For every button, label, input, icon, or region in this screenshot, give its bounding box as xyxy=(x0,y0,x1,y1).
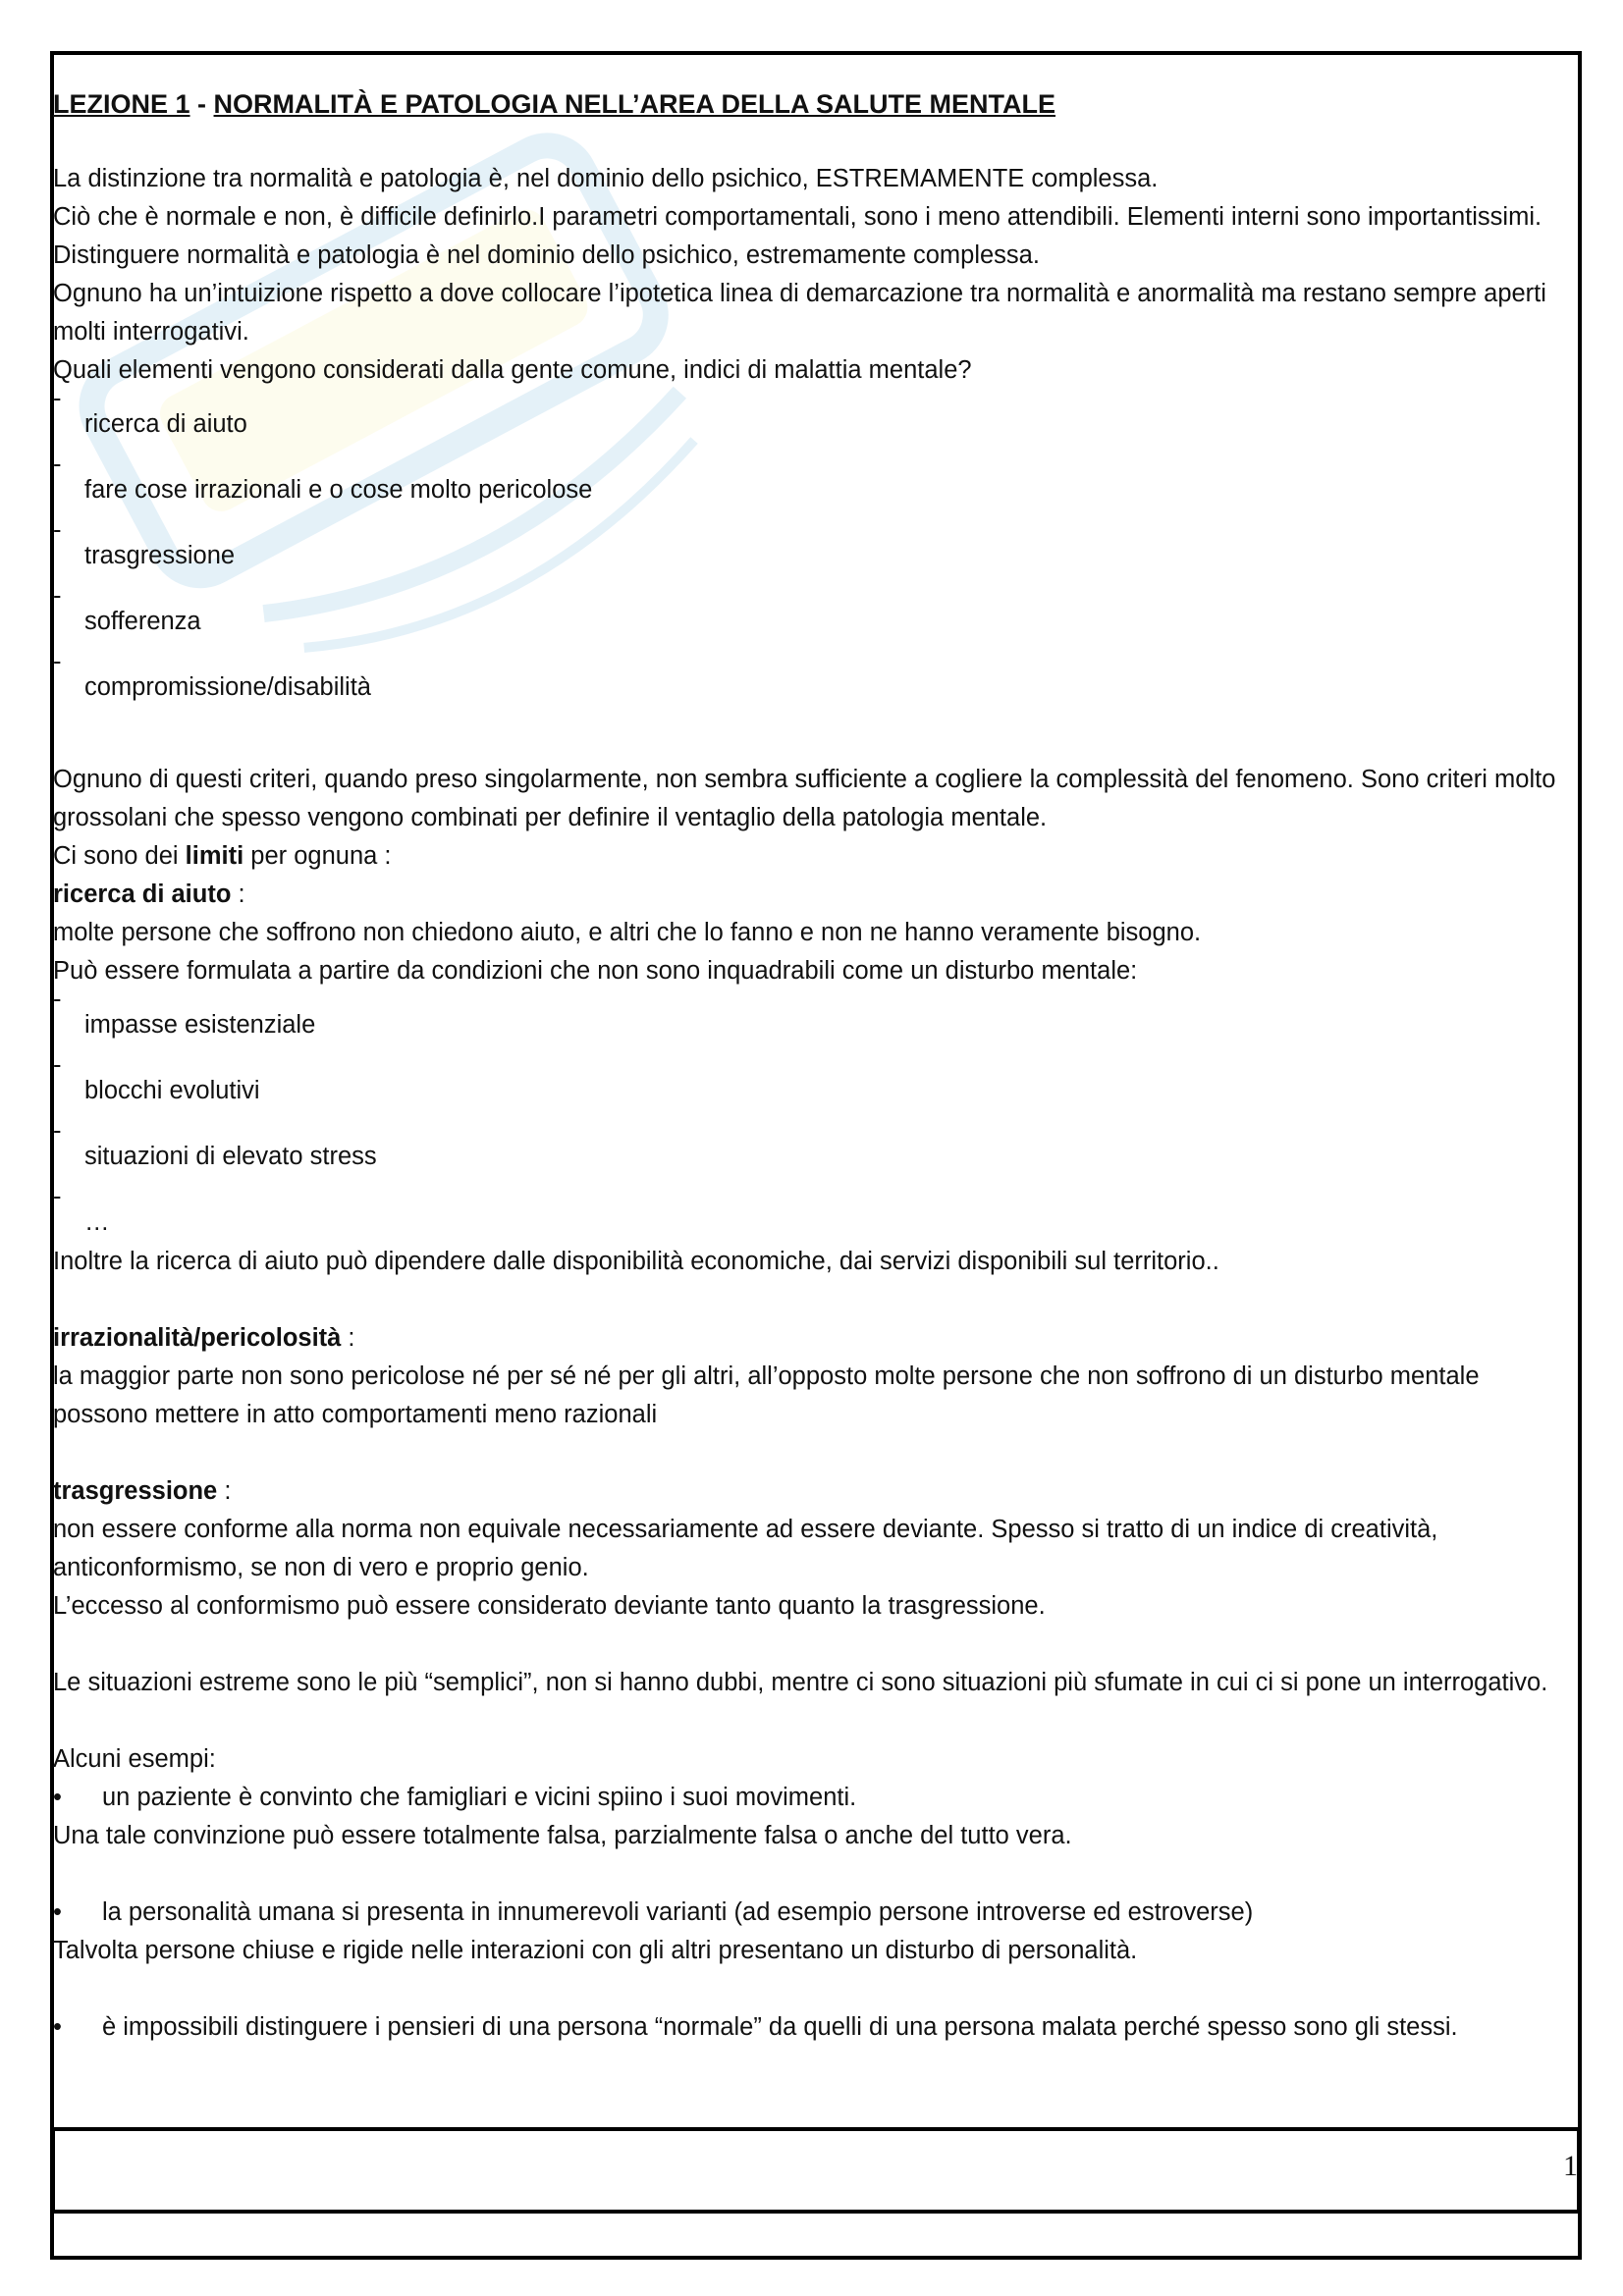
list-item: - compromissione/disabilità xyxy=(53,648,371,701)
list-item: - trasgressione xyxy=(53,516,236,569)
intro-paragraph: Distinguere normalità e patologia è nel dominio dello psichico, estremamente complessa. xyxy=(53,241,1040,269)
list-item: - sofferenza xyxy=(53,582,201,635)
list-item: - impasse esistenziale xyxy=(53,986,316,1039)
limits-line: Ci sono dei limiti per ognuna : xyxy=(53,842,392,870)
irrational-paragraph: la maggior parte non sono pericolose né per sé né per gli altri, all’opposto molte persone che non soffrono di un disturbo mentale possono mettere in atto comportamenti meno razionali xyxy=(53,1362,1480,1428)
help-paragraph: molte persone che soffrono non chiedono aiuto, e altri che lo fanno e non ne hanno veramente bisogno. xyxy=(53,919,1202,946)
list-item: - fare cose irrazionali e o cose molto pericolose xyxy=(53,451,593,504)
list-item: - … xyxy=(53,1183,110,1236)
help-paragraph: Inoltre la ricerca di aiuto può dipendere dalle disponibilità economiche, dai servizi disponibili sul territorio.. xyxy=(53,1248,1219,1275)
example-bullet: • un paziente è convinto che famigliari e vicini spiino i suoi movimenti. xyxy=(53,1784,857,1811)
extreme-paragraph: Le situazioni estreme sono le più “semplici”, non si hanno dubbi, mentre ci sono situazioni più sfumate in cui ci si pone un interrogativo. xyxy=(53,1669,1548,1696)
list-item: - ricerca di aiuto xyxy=(53,385,247,438)
document-body xyxy=(53,85,1573,2047)
list-item: - blocchi evolutivi xyxy=(53,1051,260,1104)
transgression-paragraph: L’eccesso al conformismo può essere considerato deviante tanto quanto la trasgressione. xyxy=(53,1592,1046,1620)
intro-paragraph: Ognuno ha un’intuizione rispetto a dove collocare l’ipotetica linea di demarcazione tra normalità e anormalità ma restano sempre aperti molti interrogativi. xyxy=(53,280,1546,346)
transgression-paragraph: non essere conforme alla norma non equivale necessariamente ad essere deviante. Spesso si tratto di un indice di creatività, anticonformismo, se non di vero e proprio genio. xyxy=(53,1516,1438,1581)
help-heading: ricerca di aiuto : xyxy=(53,881,245,908)
page-number: 1 xyxy=(1563,2150,1578,2182)
criteria-list xyxy=(53,385,1573,722)
example-paragraph: Una tale convinzione può essere totalmente falsa, parzialmente falsa o anche del tutto vera. xyxy=(53,1822,1072,1849)
example-paragraph: Talvolta persone chiuse e rigide nelle interazioni con gli altri presentano un disturbo di personalità. xyxy=(53,1937,1138,1964)
criteria-paragraph: Ognuno di questi criteri, quando preso singolarmente, non sembra sufficiente a cogliere la complessità del fenomeno. Sono criteri molto grossolani che spesso vengono combinati per definire il ventaglio della patologia mentale. xyxy=(53,766,1556,831)
title-separator: - xyxy=(189,89,214,119)
help-list xyxy=(53,986,1573,1243)
footer-box xyxy=(53,2127,1579,2214)
irrational-heading: irrazionalità/pericolosità : xyxy=(53,1324,355,1352)
page-title xyxy=(53,85,1573,123)
lesson-topic: NORMALITÀ E PATOLOGIA NELL’AREA DELLA SALUTE MENTALE xyxy=(213,89,1056,119)
examples-heading: Alcuni esempi: xyxy=(53,1745,216,1773)
help-paragraph: Può essere formulata a partire da condizioni che non sono inquadrabili come un disturbo mentale: xyxy=(53,957,1138,985)
intro-question: Quali elementi vengono considerati dalla gente comune, indici di malattia mentale? xyxy=(53,356,972,384)
example-bullet: • la personalità umana si presenta in innumerevoli varianti (ad esempio persone introverse ed estroverse) xyxy=(53,1898,1254,1926)
intro-paragraph: Ciò che è normale e non, è difficile definirlo.I parametri comportamentali, sono i meno attendibili. Elementi interni sono importantissimi. xyxy=(53,203,1542,231)
example-bullet: • è impossibili distinguere i pensieri di una persona “normale” da quelli di una persona malata perché spesso sono gli stessi. xyxy=(53,2013,1458,2041)
lesson-label: LEZIONE 1 xyxy=(53,89,190,119)
list-item: - situazioni di elevato stress xyxy=(53,1117,377,1170)
intro-paragraph: La distinzione tra normalità e patologia è, nel dominio dello psichico, ESTREMAMENTE complessa. xyxy=(53,165,1159,192)
transgression-heading: trasgressione : xyxy=(53,1477,232,1505)
